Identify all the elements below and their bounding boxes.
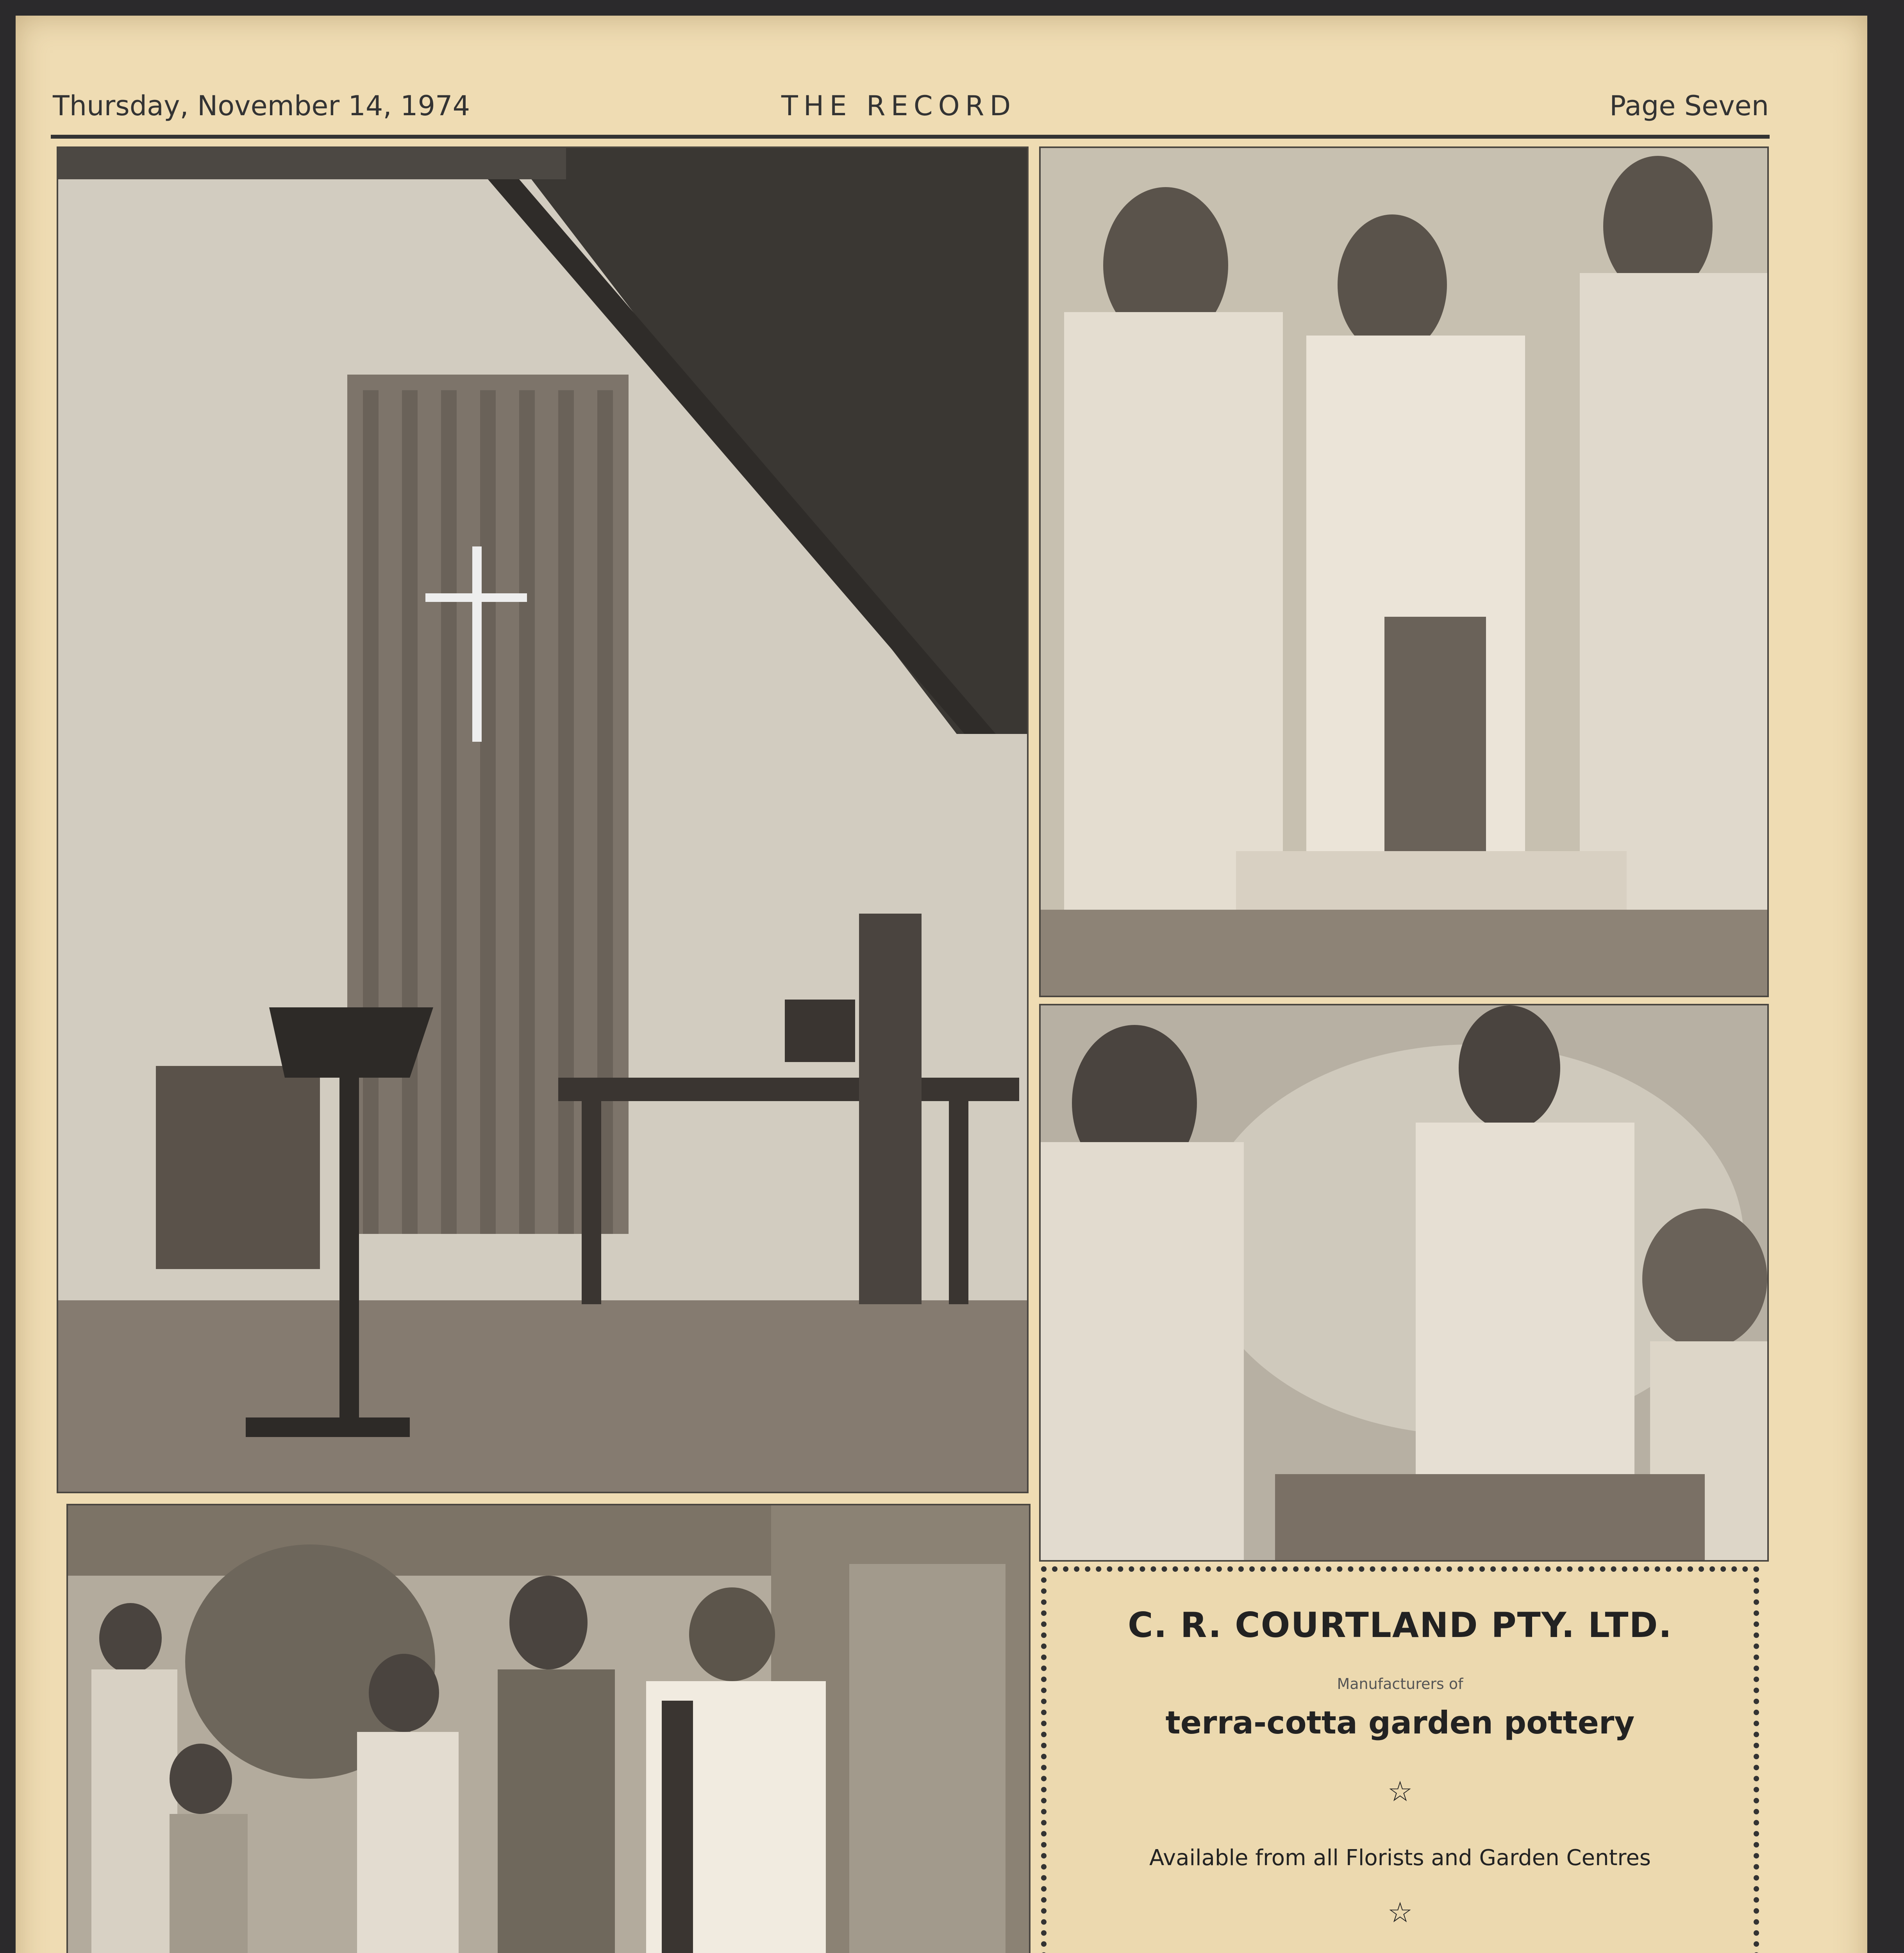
page-number: Page Seven [1609, 90, 1769, 122]
star-icon: ☆ [1387, 1896, 1413, 1929]
courtland-sub: Manufacturers of [1337, 1675, 1463, 1692]
courtland-product: terra-cotta garden pottery [1165, 1705, 1635, 1741]
crowd-photo [66, 1504, 1031, 1953]
barbecue-photo [1039, 146, 1769, 997]
issue-date: Thursday, November 14, 1974 [53, 90, 470, 122]
paper-name: THE RECORD [781, 90, 1016, 122]
courtland-available: Available from all Florists and Garden Centres [1149, 1845, 1651, 1871]
courtland-name: C. R. COURTLAND PTY. LTD. [1127, 1605, 1673, 1645]
sanctuary-photo [57, 146, 1029, 1493]
courtland-ad [1041, 1566, 1759, 1953]
newspaper-page [16, 16, 1867, 1953]
masthead-rule [51, 135, 1770, 139]
star-icon: ☆ [1387, 1775, 1413, 1808]
hotdogs-photo [1039, 1004, 1769, 1562]
